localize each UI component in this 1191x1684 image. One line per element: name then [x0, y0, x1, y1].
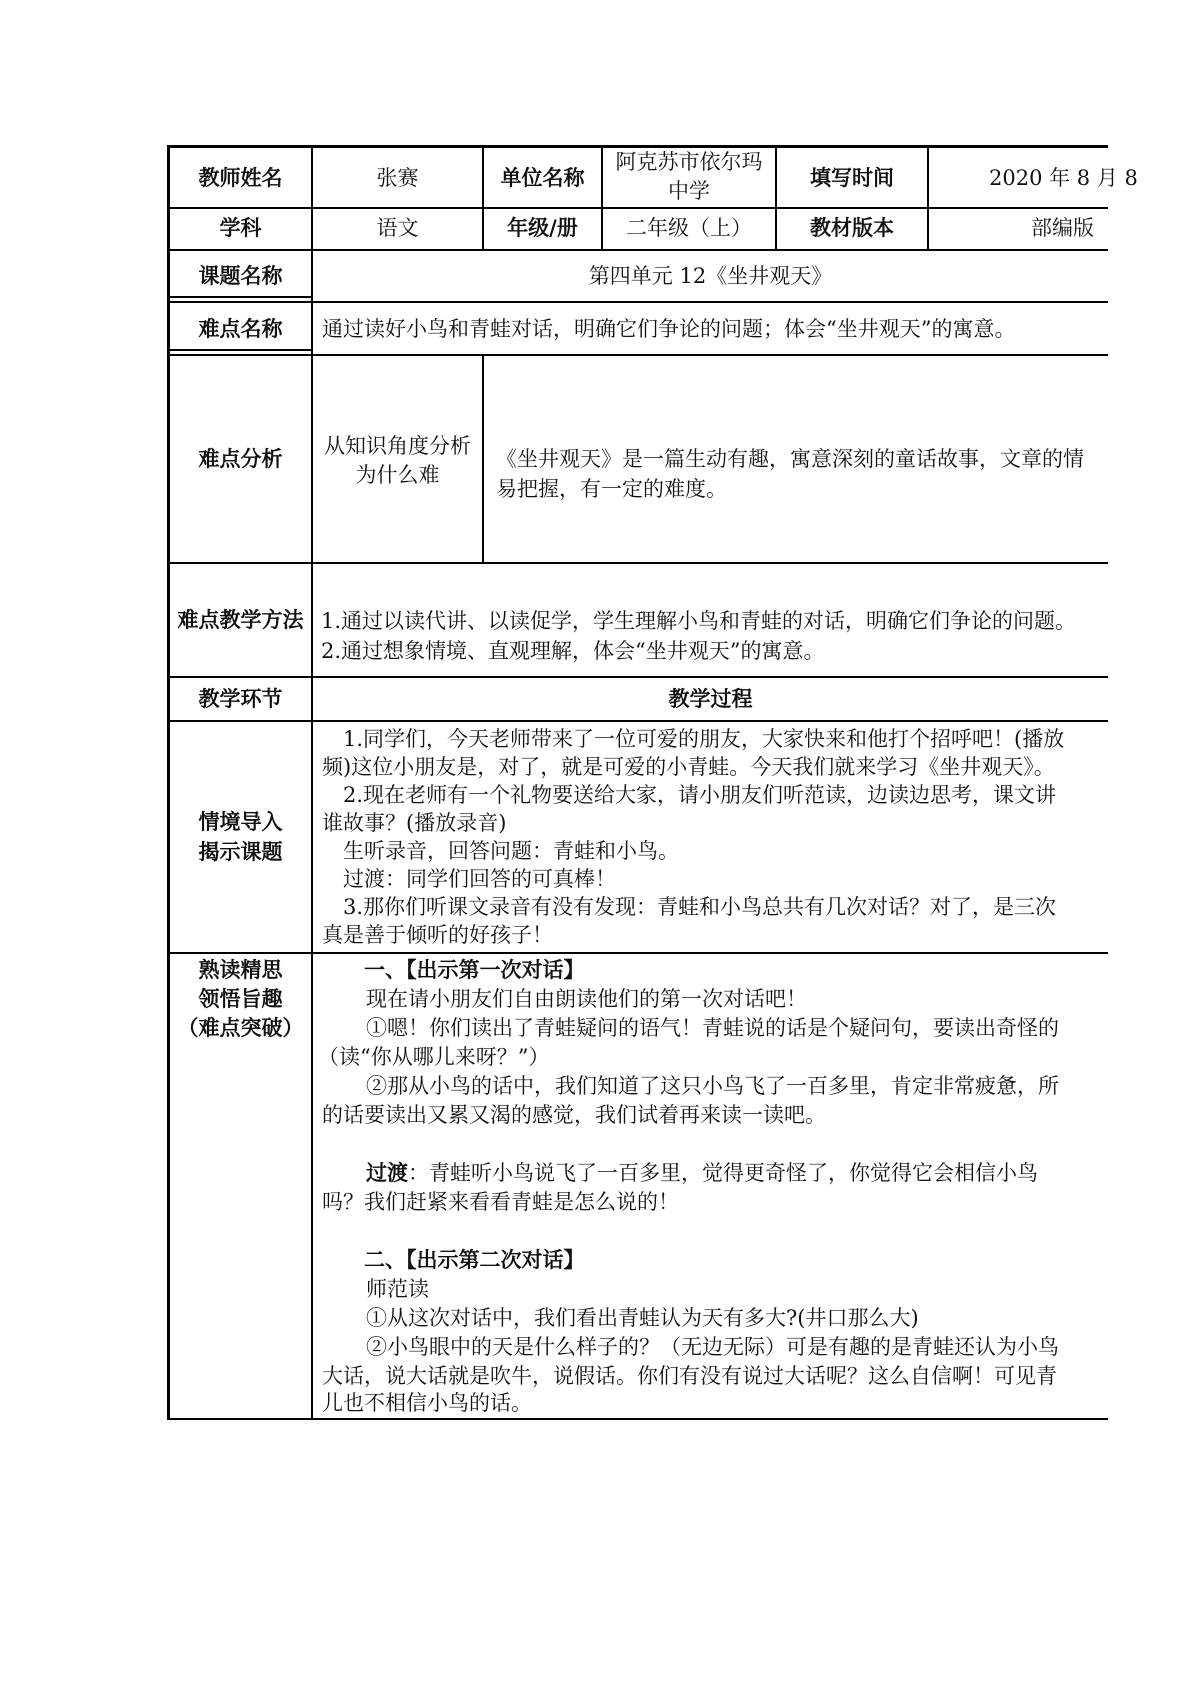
stage2-line: ①嗯！你们读出了青蛙疑问的语气！青蛙说的话是个疑问句，要读出奇怪的 [366, 1016, 1059, 1040]
table-line [168, 1418, 1108, 1420]
stage1-label-line2: 揭示课题 [198, 840, 283, 864]
stage2-line: ②那从小鸟的话中，我们知道了这只小鸟飞了一百多里，肯定非常疲惫，所 [366, 1074, 1059, 1098]
fill-time-cell [929, 148, 1138, 206]
unit-name-label: 单位名称 [500, 166, 585, 190]
analysis-line: 易把握，有一定的难度。 [496, 477, 727, 501]
transition-text: ：青蛙听小鸟说飞了一百多里，觉得更奇怪了，你觉得它会相信小鸟 [408, 1161, 1038, 1185]
method-line: 1.通过以读代讲、以读促学，学生理解小鸟和青蛙的对话，明确它们争论的问题。 [321, 609, 1077, 633]
section2-title: 二、【出示第二次对话】 [364, 1248, 585, 1272]
edition-value: 部编版 [1031, 216, 1094, 240]
stage1-line: 3.那你们听课文录音有没有发现：青蛙和小鸟总共有几次对话？对了，是三次 [343, 895, 1057, 919]
section1-title: 一、【出示第一次对话】 [364, 958, 585, 982]
subject-value: 语文 [376, 216, 419, 240]
analysis-content [485, 356, 1108, 562]
fill-time-label: 填写时间 [810, 166, 894, 190]
unit-name-value-line1: 阿克苏市依尔玛 [615, 150, 763, 174]
stage2-line: 现在请小朋友们自由朗读他们的第一次对话吧！ [366, 987, 807, 1011]
difficulty-value: 通过读好小鸟和青蛙对话，明确它们争论的问题；体会“坐井观天”的寓意。 [322, 317, 1016, 341]
stage2-line: 儿也不相信小鸟的话。 [322, 1391, 532, 1415]
table-line [168, 207, 1108, 209]
table-line [168, 676, 1108, 678]
grade-label: 年级/册 [507, 216, 578, 240]
analysis-line: 《坐井观天》是一篇生动有趣，寓意深刻的童话故事，文章的情 [496, 447, 1084, 471]
method-content [314, 564, 1108, 676]
difficulty-label: 难点名称 [198, 317, 283, 341]
subject-label: 学科 [219, 216, 262, 240]
stage1-line: 谁故事？(播放录音) [322, 811, 507, 835]
table-line [168, 349, 312, 351]
stage-header-label: 教学环节 [198, 687, 283, 711]
stage1-line: 过渡：同学们回答的可真棒！ [343, 867, 616, 891]
unit-name-value-line2: 中学 [668, 179, 710, 203]
transition-label: 过渡 [366, 1161, 408, 1185]
stage2-label-line1: 熟读精思 [198, 958, 283, 982]
stage2-label-line2: 领悟旨趣 [198, 987, 283, 1011]
stage2-line: （读“你从哪儿来呀？”） [318, 1045, 550, 1069]
table-line [482, 354, 484, 564]
analysis-sublabel-line2: 为什么难 [355, 463, 440, 487]
stage1-line: 真是善于倾听的好孩子！ [322, 923, 553, 947]
analysis-label: 难点分析 [198, 447, 283, 471]
stage2-line: 吗？我们赶紧来看看青蛙是怎么说的！ [322, 1190, 679, 1214]
stage2-line: 的话要读出又累又渴的感觉，我们试着再来读一读吧。 [322, 1103, 826, 1127]
stage2-line: 师范读 [366, 1277, 429, 1301]
grade-value: 二年级（上） [626, 216, 752, 240]
table-line [311, 145, 313, 1420]
stage2-line: ②小鸟眼中的天是什么样子的？（无边无际）可是有趣的是青蛙还认为小鸟 [366, 1335, 1059, 1359]
edition-label: 教材版本 [810, 216, 894, 240]
table-line [168, 301, 1108, 303]
stage1-line: 2.现在老师有一个礼物要送给大家，请小朋友们听范读，边读边思考，课文讲 [343, 783, 1057, 807]
stage2-label-line3: （难点突破） [177, 1016, 304, 1040]
stage1-line: 频)这位小朋友是，对了，就是可爱的小青蛙。今天我们就来学习《坐井观天》。 [322, 755, 1055, 779]
table-line [168, 296, 312, 298]
topic-label: 课题名称 [198, 264, 283, 288]
fill-time-value: 2020 年 8 月 8 [989, 166, 1138, 190]
stage1-label-line1: 情境导入 [198, 810, 283, 834]
teacher-name-label: 教师姓名 [198, 166, 283, 190]
process-header-label: 教学过程 [668, 687, 753, 711]
transition-line [366, 1157, 1038, 1189]
stage2-line: ①从这次对话中，我们看出青蛙认为天有多大?(井口那么大) [366, 1306, 919, 1330]
stage2-line: 大话，说大话就是吹牛，说假话。你们有没有说过大话呢？这么自信啊！可见青 [322, 1364, 1057, 1388]
table-line [168, 249, 1108, 251]
stage1-content [314, 722, 1108, 952]
stage2-content [314, 954, 1108, 1418]
stage1-line: 生听录音，回答问题：青蛙和小鸟。 [343, 839, 679, 863]
method-line: 2.通过想象情境、直观理解，体会“坐井观天”的寓意。 [321, 639, 825, 663]
stage1-line: 1.同学们，今天老师带来了一位可爱的朋友，大家快来和他打个招呼吧！(播放 [343, 727, 1065, 751]
topic-value: 第四单元 12《坐井观天》 [588, 264, 833, 288]
method-label: 难点教学方法 [177, 608, 304, 632]
teacher-name-value: 张赛 [376, 166, 419, 190]
analysis-sublabel-line1: 从知识角度分析 [324, 434, 471, 458]
